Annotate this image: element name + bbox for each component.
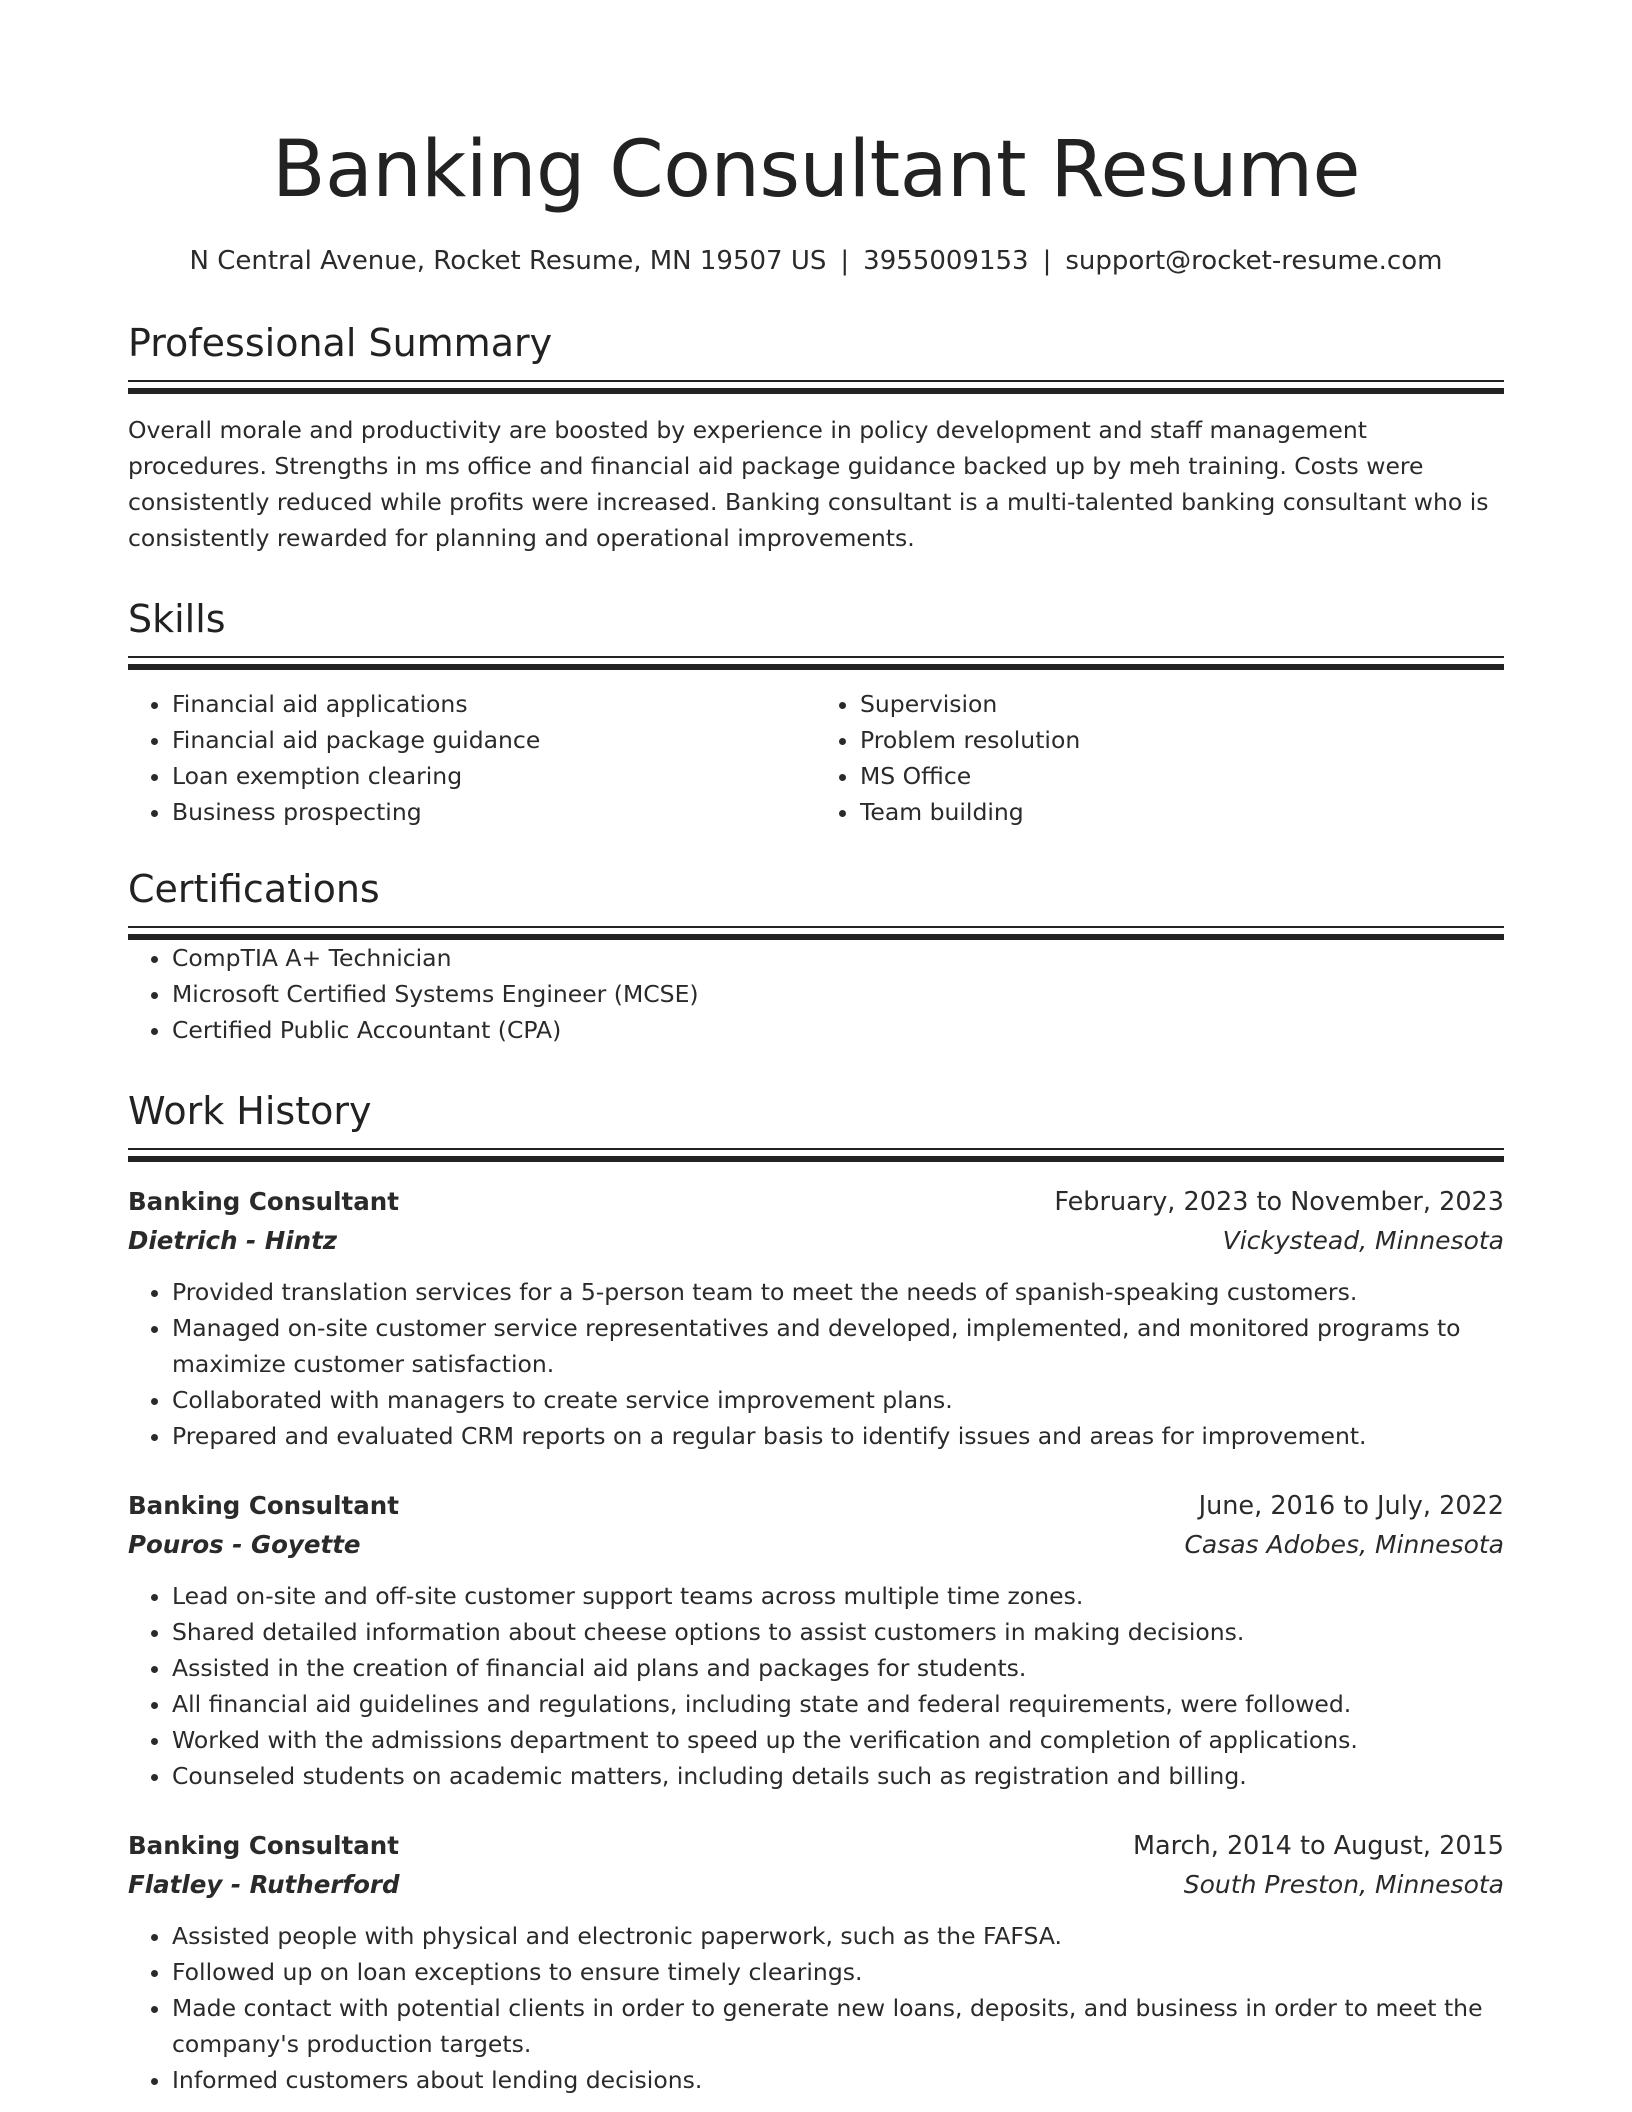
- job-title: Banking Consultant: [128, 1187, 399, 1216]
- job-company-row: [128, 1222, 1504, 1260]
- job-header-row: [128, 1486, 1504, 1526]
- certifications-list: [128, 940, 1504, 1048]
- section-heading: Certifications: [128, 867, 380, 911]
- contact-phone: 3955009153: [863, 246, 1029, 276]
- job-location: Casas Adobes, Minnesota: [1184, 1530, 1504, 1559]
- section-divider: [128, 926, 1504, 940]
- job-duty: • Provided translation services for a 5-person team to meet the needs of spanish-speaking customers.: [172, 1274, 1504, 1310]
- section-divider: [128, 380, 1504, 394]
- skills-section: [128, 594, 1504, 830]
- contact-separator: |: [1042, 246, 1052, 276]
- work-history-section: [128, 1086, 1504, 2098]
- contact-line: [128, 244, 1504, 278]
- job-title: Banking Consultant: [128, 1491, 399, 1520]
- job-header-row: [128, 1182, 1504, 1222]
- skill-item: • Team building: [860, 794, 1504, 830]
- job-duty: • Prepared and evaluated CRM reports on a regular basis to identify issues and areas for improvement.: [172, 1418, 1504, 1454]
- section-divider: [128, 656, 1504, 670]
- job-duty: • Assisted in the creation of financial aid plans and packages for students.: [172, 1650, 1504, 1686]
- job-duty: • Shared detailed information about cheese options to assist customers in making decisions.: [172, 1614, 1504, 1650]
- summary-text: Overall morale and productivity are boosted by experience in policy development and staff management procedures. Strengths in ms office and financial aid package guidance backed up by meh training. Costs were consistently reduced while profits were increased. Banking consultant is a multi-talented banking consultant who is consistently rewarded for planning and operational improvements.: [128, 416, 1489, 552]
- job-duty: • Managed on-site customer service representatives and developed, implemented, and monitored programs to maximize customer satisfaction.: [172, 1310, 1504, 1382]
- certification-item: • CompTIA A+ Technician: [172, 940, 1504, 976]
- job-duty: • Worked with the admissions department to speed up the verification and completion of applications.: [172, 1722, 1504, 1758]
- job-entry: [128, 1486, 1504, 1794]
- job-company: Flatley - Rutherford: [128, 1870, 400, 1899]
- job-duty: • Lead on-site and off-site customer support teams across multiple time zones.: [172, 1578, 1504, 1614]
- contact-address: N Central Avenue, Rocket Resume, MN 19507 US: [189, 246, 827, 276]
- skills-list-left: [128, 686, 816, 830]
- job-duties-list: [128, 1578, 1504, 1794]
- job-duties-list: [128, 1274, 1504, 1454]
- job-duty: • Collaborated with managers to create service improvement plans.: [172, 1382, 1504, 1418]
- job-company: Pouros - Goyette: [128, 1530, 361, 1559]
- skill-item: • MS Office: [860, 758, 1504, 794]
- contact-email: support@rocket-resume.com: [1065, 246, 1443, 276]
- job-title: Banking Consultant: [128, 1831, 399, 1860]
- job-dates: June, 2016 to July, 2022: [1198, 1491, 1504, 1521]
- job-duties-list: [128, 1918, 1504, 2098]
- certification-item: • Certified Public Accountant (CPA): [172, 1012, 1504, 1048]
- skills-grid: [128, 686, 1504, 830]
- job-company-row: [128, 1526, 1504, 1564]
- skill-item: • Loan exemption clearing: [172, 758, 816, 794]
- job-company: Dietrich - Hintz: [128, 1226, 338, 1255]
- job-dates: February, 2023 to November, 2023: [1054, 1187, 1504, 1217]
- skill-item: • Financial aid package guidance: [172, 722, 816, 758]
- skill-item: • Supervision: [860, 686, 1504, 722]
- skill-item: • Business prospecting: [172, 794, 816, 830]
- job-duty: • Counseled students on academic matters, including details such as registration and billing.: [172, 1758, 1504, 1794]
- job-duty: • Assisted people with physical and electronic paperwork, such as the FAFSA.: [172, 1918, 1504, 1954]
- contact-separator: |: [840, 246, 850, 276]
- skills-list-right: [816, 686, 1504, 830]
- skill-item: • Financial aid applications: [172, 686, 816, 722]
- job-duty: • All financial aid guidelines and regulations, including state and federal requirements, were followed.: [172, 1686, 1504, 1722]
- certifications-section: [128, 864, 1504, 1048]
- skill-item: • Problem resolution: [860, 722, 1504, 758]
- section-divider: [128, 1148, 1504, 1162]
- job-entry: [128, 1826, 1504, 2098]
- certification-item: • Microsoft Certified Systems Engineer (MCSE): [172, 976, 1504, 1012]
- section-heading: Work History: [128, 1089, 372, 1133]
- resume-title: Banking Consultant Resume: [271, 125, 1361, 215]
- job-location: South Preston, Minnesota: [1183, 1870, 1504, 1899]
- job-company-row: [128, 1866, 1504, 1904]
- job-header-row: [128, 1826, 1504, 1866]
- section-heading: Skills: [128, 597, 226, 641]
- section-heading: Professional Summary: [128, 321, 553, 365]
- professional-summary-section: [128, 318, 1504, 556]
- job-entry: [128, 1182, 1504, 1454]
- job-location: Vickystead, Minnesota: [1222, 1226, 1504, 1255]
- job-duty: • Made contact with potential clients in order to generate new loans, deposits, and business in order to meet the company's production targets.: [172, 1990, 1504, 2062]
- job-duty: • Followed up on loan exceptions to ensure timely clearings.: [172, 1954, 1504, 1990]
- job-duty: • Informed customers about lending decisions.: [172, 2062, 1504, 2098]
- job-dates: March, 2014 to August, 2015: [1133, 1831, 1504, 1861]
